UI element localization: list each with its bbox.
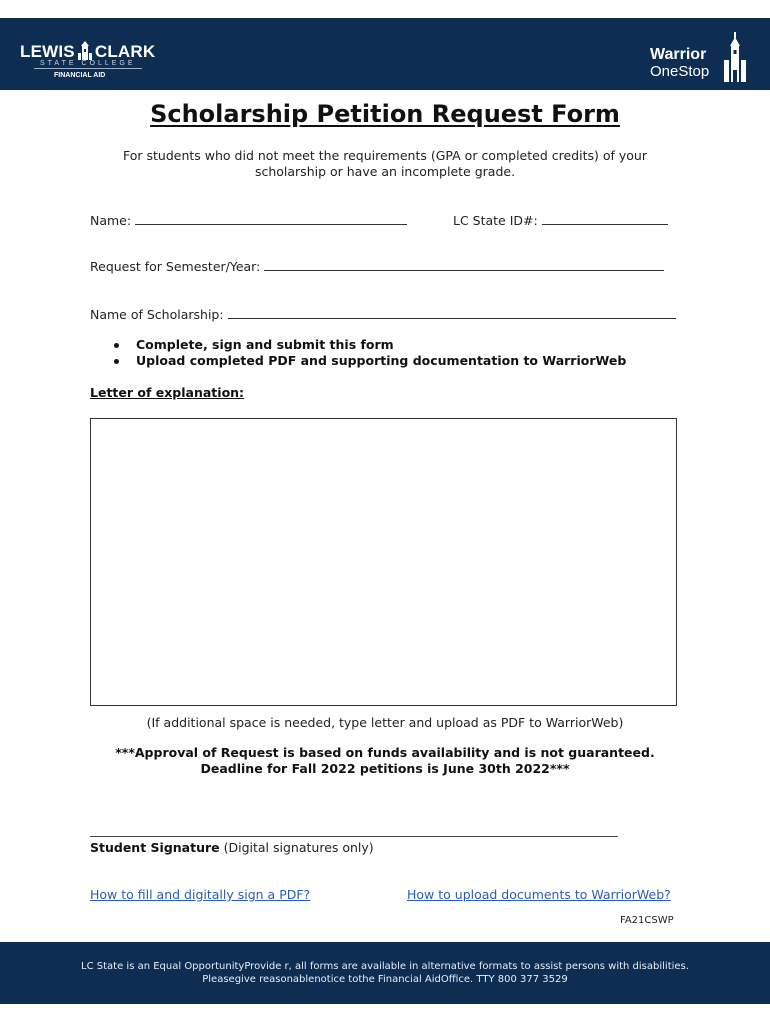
logo-subtitle: STATE COLLEGE bbox=[40, 60, 136, 67]
signature-label-bold: Student Signature bbox=[90, 840, 220, 855]
clock-tower-icon bbox=[77, 40, 93, 60]
approval-notice bbox=[0, 745, 770, 777]
form-intro: For students who did not meet the requirements (GPA or completed credits) of your scholarship or have an incomplete grade. bbox=[123, 148, 647, 179]
letter-heading: Letter of explanation: bbox=[90, 385, 245, 400]
lc-id-input-line[interactable] bbox=[542, 213, 668, 225]
semester-input-line[interactable] bbox=[264, 259, 664, 271]
signature-label bbox=[90, 840, 374, 855]
upload-docs-link[interactable]: How to upload documents to WarriorWeb? bbox=[407, 887, 671, 902]
approval-line-2: Deadline for Fall 2022 petitions is June 30th 2022*** bbox=[200, 761, 570, 776]
list-item: Complete, sign and submit this form bbox=[110, 337, 626, 353]
bullet-icon bbox=[114, 343, 119, 348]
semester-field[interactable] bbox=[90, 259, 664, 274]
approval-line-1: ***Approval of Request is based on funds availability and is not guaranteed. bbox=[115, 745, 655, 760]
scholarship-input-line[interactable] bbox=[228, 307, 676, 319]
semester-label: Request for Semester/Year: bbox=[90, 259, 261, 274]
form-code: FA21CSWP bbox=[620, 915, 674, 926]
sign-pdf-link[interactable]: How to fill and digitally sign a PDF? bbox=[90, 887, 311, 902]
name-field[interactable] bbox=[90, 213, 407, 228]
lewis-clark-logo bbox=[20, 26, 160, 84]
tower-icon bbox=[722, 32, 750, 82]
logo-wordmark: LEWIS CLARK bbox=[20, 42, 156, 61]
name-label: Name: bbox=[90, 213, 132, 228]
footer-text bbox=[0, 960, 770, 986]
logo-department: FINANCIAL AID bbox=[54, 72, 106, 79]
letter-note: (If additional space is needed, type letter and upload as PDF to WarriorWeb) bbox=[146, 715, 624, 730]
logo-divider bbox=[34, 68, 142, 69]
form-title: Scholarship Petition Request Form bbox=[150, 100, 620, 128]
signature-line[interactable] bbox=[90, 836, 618, 837]
letter-text-area[interactable] bbox=[90, 418, 677, 706]
list-item: Upload completed PDF and supporting documentation to WarriorWeb bbox=[110, 353, 626, 369]
lc-id-label: LC State ID#: bbox=[453, 213, 538, 228]
name-input-line[interactable] bbox=[135, 213, 407, 225]
instructions-list bbox=[110, 337, 626, 369]
header-band bbox=[0, 18, 770, 90]
scholarship-label: Name of Scholarship: bbox=[90, 307, 224, 322]
scholarship-field[interactable] bbox=[90, 307, 676, 322]
footer-line-1: LC State is an Equal OpportunityProvide r, all forms are available in alternative formats to assist persons with disabilities. bbox=[81, 961, 689, 972]
signature-note: (Digital signatures only) bbox=[223, 840, 374, 855]
lc-id-field[interactable] bbox=[453, 213, 668, 228]
bullet-icon bbox=[114, 359, 119, 364]
footer-band bbox=[0, 942, 770, 1004]
footer-line-2: Pleasegive reasonablenotice tothe Financial AidOffice. TTY 800 377 3529 bbox=[202, 974, 568, 985]
warrior-onestop-logo bbox=[648, 28, 752, 84]
onestop-text: OneStop bbox=[650, 63, 710, 80]
warrior-text: Warrior bbox=[650, 46, 707, 63]
